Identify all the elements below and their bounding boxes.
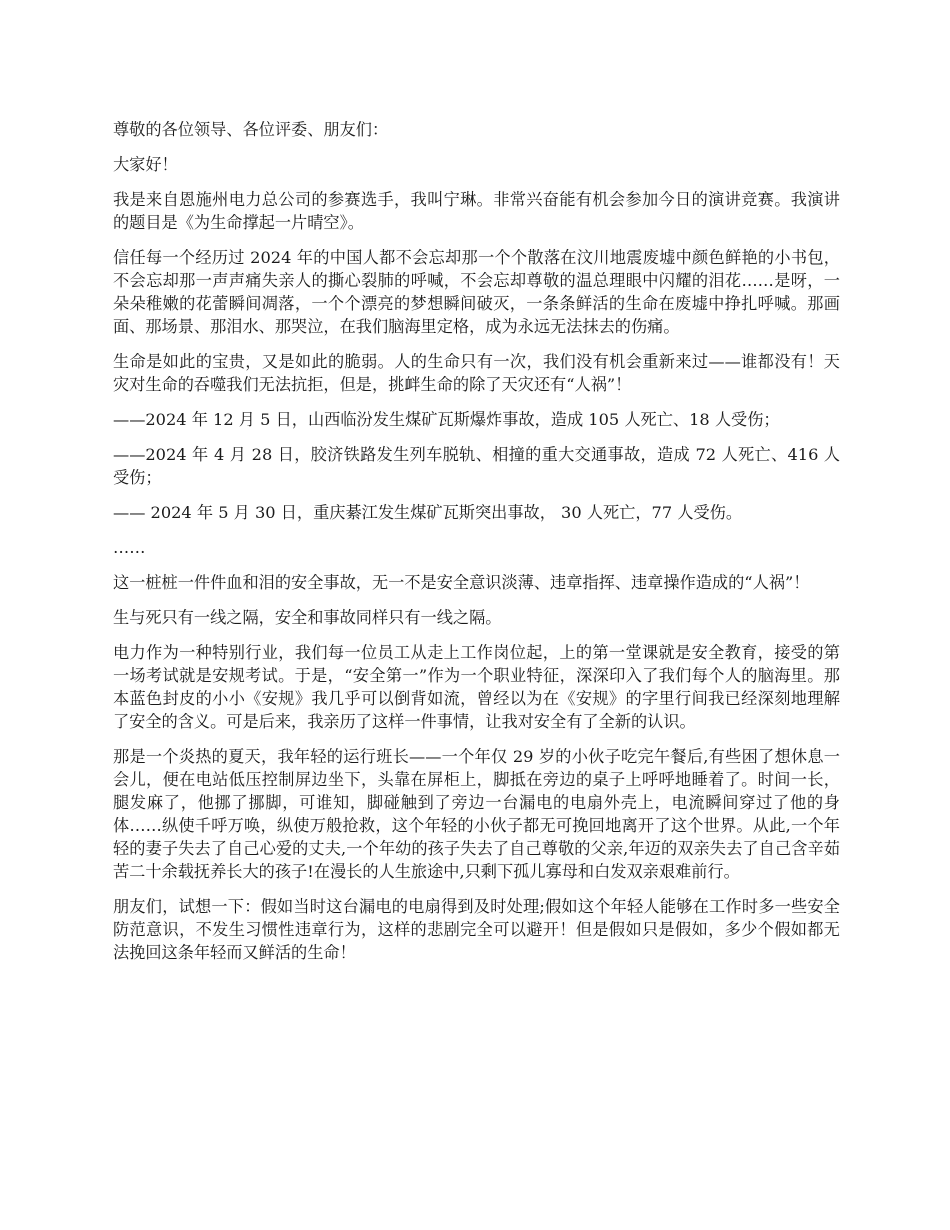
accident-summary-paragraph: 这一桩桩一件件血和泪的安全事故，无一不是安全意识淡薄、违章指挥、违章操作造成的“人祸”！ — [113, 573, 810, 592]
electricity-industry-paragraph: 电力作为一种特别行业，我们每一位员工从走上工作岗位起，上的第一堂课就是安全教育，接受的第一场考试就是安规考试。于是，“安全第一”作为一个职业特征，深深印入了我们每个人的脑海里。那本蓝色封皮的小小《安规》我几乎可以倒背如流，曾经以为在《安规》的字里行间我已经深刻地理解了安全的含义。可是后来，我亲历了这样一件事情，让我对安全有了全新的认识。 — [113, 643, 840, 731]
accident-item-1: ——2024 年 12 月 5 日，山西临汾发生煤矿瓦斯爆炸事故，造成 105 人死亡、18 人受伤； — [113, 410, 780, 429]
accident-item-3: —— 2024 年 5 月 30 日，重庆綦江发生煤矿瓦斯突出事故， 30 人死亡，77 人受伤。 — [113, 503, 743, 522]
friends-reflection-paragraph: 朋友们，试想一下：假如当时这台漏电的电扇得到及时处理;假如这个年轻人能够在工作时多一些安全防范意识，不发生习惯性违章行为，这样的悲剧完全可以避开！但是假如只是假如，多少个假如都无法挽回这条年轻而又鲜活的生命！ — [113, 897, 840, 962]
ellipsis-line: …… — [113, 538, 146, 557]
summer-story-paragraph: 那是一个炎热的夏天，我年轻的运行班长——一个年仅 29 岁的小伙子吃完午餐后,有些困了想休息一会儿，便在电站低压控制屏边坐下，头靠在屏柜上，脚抵在旁边的桌子上呼呼地睡着了。时间一长，腿发麻了，他挪了挪脚，可谁知，脚碰触到了旁边一台漏电的电扇外壳上，电流瞬间穿过了他的身体……纵使千呼万唤，纵使万般抢救，这个年轻的小伙子都无可挽回地离开了这个世界。从此,一个年轻的妻子失去了自己心爱的丈夫,一个年幼的孩子失去了自己尊敬的父亲,年迈的双亲失去了自己含辛茹苦二十余载抚养长大的孩子!在漫长的人生旅途中,只剩下孤儿寡母和白发双亲艰难前行。 — [113, 747, 840, 881]
document-body — [113, 118, 840, 976]
earthquake-paragraph: 信任每一个经历过 2024 年的中国人都不会忘却那一个个散落在汶川地震废墟中颜色鲜艳的小书包，不会忘却那一声声痛失亲人的撕心裂肺的呼喊，不会忘却尊敬的温总理眼中闪耀的泪花……是呀，一朵朵稚嫩的花蕾瞬间凋落，一个个漂亮的梦想瞬间破灭，一条条鲜活的生命在废墟中挣扎呼喊。那画面、那场景、那泪水、那哭泣，在我们脑海里定格，成为永远无法抹去的伤痛。 — [113, 248, 840, 336]
life-precious-paragraph: 生命是如此的宝贵，又是如此的脆弱。人的生命只有一次，我们没有机会重新来过——谁都没有！天灾对生命的吞噬我们无法抗拒，但是，挑衅生命的除了天灾还有“人祸”！ — [113, 352, 840, 394]
introduction-paragraph: 我是来自恩施州电力总公司的参赛选手，我叫宁琳。非常兴奋能有机会参加今日的演讲竞赛。我演讲的题目是《为生命撑起一片晴空》。 — [113, 190, 840, 232]
accident-item-2: ——2024 年 4 月 28 日，胶济铁路发生列车脱轨、相撞的重大交通事故，造成 72 人死亡、416 人受伤； — [113, 445, 840, 487]
life-death-paragraph: 生与死只有一线之隔，安全和事故同样只有一线之隔。 — [113, 608, 502, 627]
salutation: 尊敬的各位领导、各位评委、朋友们： — [113, 120, 389, 139]
greeting: 大家好！ — [113, 155, 178, 174]
